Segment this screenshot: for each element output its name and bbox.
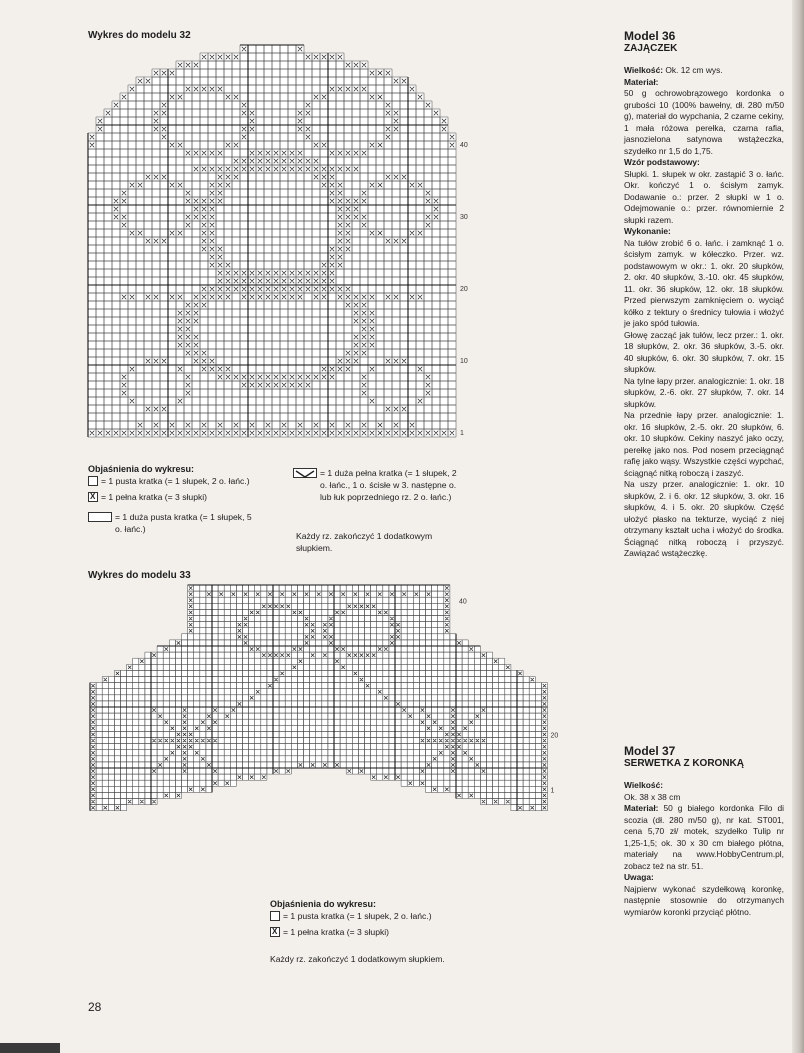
legend32-heading: Objaśnienia do wykresu: [88, 464, 195, 474]
chart32-row-number: 1 [460, 430, 464, 437]
model36-pattern-label: Wzór podstawowy: [624, 157, 700, 167]
model37-size: Ok. 38 x 38 cm [624, 791, 681, 802]
empty-square-icon [270, 911, 280, 921]
chart32-row-number: 10 [460, 358, 468, 365]
model37-material-label: Materiał: [624, 803, 659, 813]
legend32-item-empty: = 1 pusta kratka (= 1 słupek, 2 o. łańc.) [88, 475, 288, 487]
chart33-svg [90, 585, 560, 807]
model36-subtitle: ZAJĄCZEK [624, 43, 678, 54]
model37-title: Model 37 [624, 744, 676, 758]
legend33-note: Każdy rz. zakończyć 1 dodatkowym słupkiem. [270, 954, 445, 964]
v-stitch-icon [293, 468, 317, 478]
model36-pattern: Słupki. 1. słupek w okr. zastąpić 3 o. łańc. Okr. kończyć 1 o. ścisłym zamyk. Dodawanie o.: przer. 2 słupki w 1 o. Odejmowanie o.: przer. równomiernie 2 słupki razem. [624, 168, 784, 225]
wide-empty-square-icon [88, 512, 112, 522]
chart32-row-number: 20 [460, 286, 468, 293]
legend32-v-item: = 1 duża pełna kratka (= 1 słupek, 2 o. łańc., 1 o. ścisłe w 3. następne o. lub łuk poprzedniego rz. 2 o. łańc.) [293, 467, 458, 503]
model36-paragraph-1: Na tułów zrobić 6 o. łańc. i zamknąć 1 o. ścisłym zamyk. w kółeczko. Przer. wz. podstawowym w okr.: 1. okr. 20 słupków, 2. okr. 40 słupków, 3.-10. okr. 45 słupków, 11. okr. 36 słupków, 12. okr. 18 słupków. Przed pierwszym zamknięciem o. wyciąć kółko z tektury o średnicy tułowia i włożyć je jako spód tułowia. [624, 237, 784, 328]
legend32-item-full: X = 1 pełna kratka (= 3 słupki) [88, 491, 288, 503]
model36-paragraph-3: Na tylne łapy przer. analogicznie: 1. okr. 18 słupków, 2.-6. okr. 27 słupków, 7. okr. 14 słupków. [624, 375, 784, 409]
model37-subtitle: SERWETKA Z KORONKĄ [624, 758, 744, 769]
model36-size-label: Wielkość: [624, 65, 664, 75]
chart32-svg [88, 45, 468, 460]
model36-material-label: Materiał: [624, 76, 659, 87]
page-number: 28 [88, 1000, 102, 1014]
model36-title: Model 36 [624, 29, 676, 43]
chart33-cells [90, 585, 548, 811]
chart32-row-number: 30 [460, 214, 468, 221]
model37-size-label: Wielkość: [624, 780, 664, 790]
model36-material: 50 g ochrowobrązowego kordonka o grubości 10 (100% bawełny, dł. 280 m/50 g), materiał do wypchania, 2 czarne cekiny, 1 mała różowa perełka, czarna rafia, jasnozielona satynowa wstążeczka, szydełko nr 1,5 do 1,75. [624, 88, 784, 156]
chart32-cells [88, 45, 456, 437]
chart33-row-number: 40 [459, 598, 467, 606]
legend33-item-full: X = 1 pełna kratka (= 3 słupki) [270, 926, 530, 938]
model37-warning: Najpierw wykonać szydełkową koronkę, następnie stosownie do otrzymanych wymiarów koronki przyciąć płótno. [624, 883, 784, 917]
scan-shadow [0, 1043, 60, 1053]
chart32-row-number: 40 [460, 142, 468, 149]
empty-square-icon [88, 476, 98, 486]
legend32-note: Każdy rz. zakończyć 1 dodatkowym słupkiem. [296, 531, 433, 553]
chart33-grid [90, 585, 560, 807]
chart33-title: Wykres do modelu 33 [88, 570, 191, 581]
page-binding-edge [792, 0, 804, 1053]
chart32-title: Wykres do modelu 32 [88, 30, 191, 41]
chart33-row-number: 20 [550, 732, 559, 740]
model36-size: Ok. 12 cm wys. [665, 65, 723, 75]
model37-article [624, 745, 784, 918]
legend32 [88, 463, 288, 535]
legend33 [270, 898, 530, 938]
filled-square-icon [270, 927, 280, 937]
legend32-item-wide-empty: = 1 duża pusta kratka (= 1 słupek, 5 o. łańc.) [88, 511, 288, 535]
chart33-row-number: 1 [550, 787, 555, 795]
legend33-heading: Objaśnienia do wykresu: [270, 899, 377, 909]
filled-square-icon [88, 492, 98, 502]
legend33-item-empty: = 1 pusta kratka (= 1 słupek, 2 o. łańc.) [270, 910, 530, 922]
model36-paragraph-4: Na przednie łapy przer. analogicznie: 1. okr. 16 słupków, 2.-5. okr. 20 słupków, 6. okr. 10 słupków. Cekiny naszyć jako oczy, perełkę jako nos. Pod nosem przeciągnąć rafię jako wąsy. Wszystkie części wypchać, ściągnąć nitką roboczą i zaszyć. [624, 410, 784, 478]
model37-material: 50 g białego kordonka Filo di scozia (dł. 280 m/50 g), nr kat. ST001, cena 5,70 zł/ motek, szydełko Tulip nr 1,25-1,5; ok. 30 x 30 cm białego płótna, materiały na www.HobbyCentrum.pl, zobacz też na str. 51. [624, 803, 784, 871]
model37-warning-label: Uwaga: [624, 872, 654, 882]
model36-work-label: Wykonanie: [624, 226, 671, 236]
model36-paragraph-5: Na uszy przer. analogicznie: 1. okr. 10 słupków, 2. i 6. okr. 12 słupków, 3. okr. 16 słupków, 4. i 5. okr. 20 słupków. Część ułożyć płasko na tekturze, wyciąć z niej otrzymany kształt ucha i włożyć do środka. Ściągnąć nitką roboczą i przyszyć. Zawiązać wstążeczkę. [624, 479, 784, 558]
chart32-grid [88, 45, 468, 460]
model36-article [624, 30, 784, 560]
model36-paragraph-2: Głowę zacząć jak tułów, lecz przer.: 1. okr. 18 słupków, 2. okr. 36 słupków, 3.-5. okr. 40 słupków, 6. okr. 30 słupków, 7. okr. 15 słupków. [624, 329, 784, 374]
